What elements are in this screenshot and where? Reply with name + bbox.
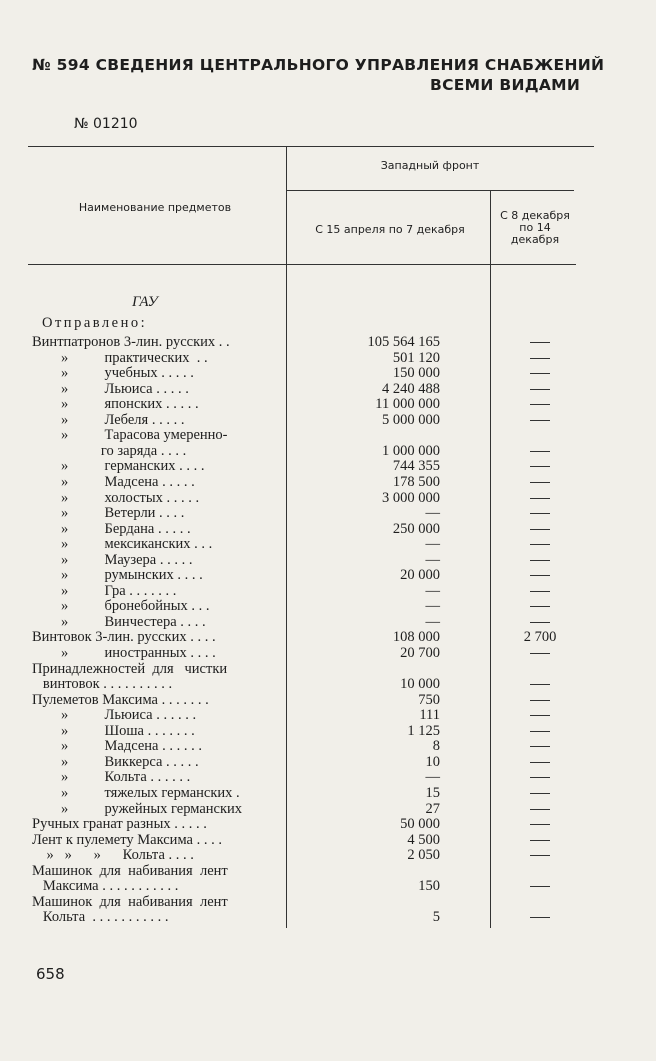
table-row	[32, 427, 592, 443]
period1-value: 501 120	[392, 349, 440, 366]
period1-header: С 15 апреля по 7 декабря	[315, 223, 465, 236]
item-column-header: Наименование предметов	[78, 201, 232, 214]
row-label: Винтпатронов 3-лин. русских . .	[32, 334, 230, 350]
period1-value: —	[425, 551, 440, 568]
row-label: » Шоша . . . . . . .	[32, 722, 195, 739]
table-row	[32, 614, 592, 630]
period2-dash	[530, 420, 550, 421]
period1-value: 3 000 000	[382, 489, 440, 506]
period1-value: —	[425, 582, 440, 599]
period1-value: 108 000	[392, 629, 440, 646]
period2-dash	[530, 591, 550, 592]
table-row	[32, 505, 592, 521]
document-number: № 01210	[74, 116, 138, 132]
table-row	[32, 350, 592, 366]
period2-dash	[530, 373, 550, 374]
table-row	[32, 521, 592, 537]
row-label: » Винчестера . . . .	[32, 613, 206, 630]
row-label: » Виккерса . . . . .	[32, 753, 199, 770]
period2-dash	[530, 715, 550, 716]
table-row	[32, 707, 592, 723]
table-row	[32, 738, 592, 754]
subsection-heading: Отправлено:	[42, 315, 148, 331]
period2-dash	[530, 575, 550, 576]
period2-dash	[530, 840, 550, 841]
period2-dash	[530, 855, 550, 856]
row-label: Лент к пулемету Максима . . . .	[32, 831, 222, 848]
period2-dash	[530, 824, 550, 825]
period2-dash	[530, 358, 550, 359]
period1-value: 744 355	[392, 458, 440, 475]
table-row	[32, 878, 592, 894]
row-label: » Гра . . . . . . .	[32, 582, 177, 599]
row-label: » Тарасова умеренно-	[32, 427, 228, 444]
period2-dash	[530, 606, 550, 607]
table-row	[32, 645, 592, 661]
table-row	[32, 754, 592, 770]
period2-dash	[530, 777, 550, 778]
period1-value: 15	[425, 784, 440, 801]
table-row	[32, 458, 592, 474]
period2-dash	[530, 684, 550, 685]
row-label: Машинок для набивания лент	[32, 893, 228, 910]
row-label: » иностранных . . . .	[32, 645, 216, 661]
period1-value: 4 500	[407, 831, 440, 848]
period2-dash	[530, 793, 550, 794]
page-number: 658	[36, 965, 65, 983]
period1-value: 20 000	[400, 567, 440, 584]
row-label: го заряда . . . .	[32, 442, 187, 459]
period2-dash	[530, 513, 550, 514]
period2-dash	[530, 560, 550, 561]
period1-value: 111	[419, 707, 440, 724]
row-label: » Маузера . . . . .	[32, 551, 193, 568]
period1-value: 11 000 000	[375, 396, 440, 413]
document-title-continued: ВСЕМИ ВИДАМИ	[430, 76, 581, 94]
section-heading: ГАУ	[132, 294, 158, 310]
row-label: » Лебеля . . . . .	[32, 411, 185, 428]
period1-value: 1 125	[407, 722, 440, 739]
table-row	[32, 769, 592, 785]
period1-value: 50 000	[400, 816, 440, 833]
table-row	[32, 334, 592, 350]
row-label: винтовок . . . . . . . . . .	[32, 676, 173, 693]
period1-value: —	[425, 536, 440, 553]
period1-value: —	[425, 505, 440, 522]
period1-value: 5 000 000	[382, 411, 440, 428]
row-label: » Мадсена . . . . . .	[32, 738, 202, 755]
period2-dash	[530, 700, 550, 701]
period1-value: —	[425, 613, 440, 630]
table-row	[32, 863, 592, 879]
row-label: Винтовок 3-лин. русских . . . .	[32, 629, 216, 646]
row-label: » японских . . . . .	[32, 396, 199, 413]
table-row	[32, 552, 592, 568]
row-label: » Бердана . . . . .	[32, 520, 191, 537]
period2-dash	[530, 404, 550, 405]
table-row	[32, 598, 592, 614]
table-row	[32, 583, 592, 599]
period2-dash	[530, 746, 550, 747]
period2-dash	[530, 529, 550, 530]
table-row	[32, 474, 592, 490]
table-row	[32, 847, 592, 863]
table-row	[32, 816, 592, 832]
period2-header: С 8 декабря по 14 декабря	[500, 209, 570, 246]
period1-value: 10 000	[400, 676, 440, 693]
period1-value: —	[425, 769, 440, 786]
period1-value: —	[425, 598, 440, 615]
period2-dash	[530, 653, 550, 654]
row-label: » Льюиса . . . . .	[32, 380, 189, 397]
table-row	[32, 676, 592, 692]
header-group-rule	[286, 190, 574, 191]
period1-value: 4 240 488	[382, 380, 440, 397]
table-top-rule	[28, 146, 594, 147]
row-label: Машинок для набивания лент	[32, 862, 228, 879]
table-row	[32, 723, 592, 739]
table-row	[32, 365, 592, 381]
period1-value: 8	[432, 738, 440, 755]
table-row	[32, 396, 592, 412]
period2-dash	[530, 809, 550, 810]
period2-value: 2 700	[523, 629, 557, 646]
row-label: » » » Кольта . . . .	[32, 847, 194, 864]
table-row	[32, 894, 592, 910]
period2-dash	[530, 762, 550, 763]
period2-dash	[530, 731, 550, 732]
row-label: » Мадсена . . . . .	[32, 473, 195, 490]
period1-value: 2 050	[407, 847, 440, 864]
row-label: » Льюиса . . . . . .	[32, 707, 197, 724]
row-label: » румынских . . . .	[32, 567, 203, 584]
row-label: » учебных . . . . .	[32, 365, 194, 382]
period2-dash	[530, 389, 550, 390]
row-label: » Кольта . . . . . .	[32, 769, 191, 786]
period1-value: 20 700	[400, 645, 440, 661]
period1-value: 178 500	[392, 473, 440, 490]
row-label: Принадлежностей для чистки	[32, 660, 228, 677]
period1-value: 150	[418, 878, 440, 895]
period1-value: 5	[432, 909, 440, 926]
table-row	[32, 801, 592, 817]
period2-dash	[530, 544, 550, 545]
table-row	[32, 567, 592, 583]
table-row	[32, 909, 592, 925]
row-label: Кольта . . . . . . . . . . .	[32, 909, 169, 926]
table-row	[32, 661, 592, 677]
table-row	[32, 443, 592, 459]
row-label: » практических . .	[32, 349, 208, 366]
row-label: » тяжелых германских .	[32, 784, 240, 801]
row-label: » Ветерли . . . .	[32, 505, 185, 522]
period2-dash	[530, 917, 550, 918]
row-label: » бронебойных . . .	[32, 598, 210, 615]
row-label: » холостых . . . . .	[32, 489, 200, 506]
table-row	[32, 490, 592, 506]
period1-value: 250 000	[392, 520, 440, 537]
period2-dash	[530, 482, 550, 483]
period2-dash	[530, 451, 550, 452]
table-row	[32, 692, 592, 708]
table-row	[32, 629, 592, 645]
period1-value: 10	[425, 753, 440, 770]
row-label: » германских . . . .	[32, 458, 205, 475]
period2-dash	[530, 498, 550, 499]
period1-value: 1 000 000	[382, 442, 440, 459]
document-title: № 594 СВЕДЕНИЯ ЦЕНТРАЛЬНОГО УПРАВЛЕНИЯ СНАБЖЕНИЙ	[32, 56, 605, 74]
table-row	[32, 412, 592, 428]
table-row	[32, 785, 592, 801]
table-row	[32, 536, 592, 552]
front-column-header: Западный фронт	[380, 159, 480, 172]
period1-value: 105 564 165	[367, 334, 440, 350]
row-label: » мексиканских . . .	[32, 536, 213, 553]
period1-value: 150 000	[392, 365, 440, 382]
period1-value: 750	[418, 691, 440, 708]
period2-dash	[530, 622, 550, 623]
row-label: Максима . . . . . . . . . . .	[32, 878, 179, 895]
period2-dash	[530, 886, 550, 887]
row-label: » ружейных германских	[32, 800, 243, 817]
row-label: Ручных гранат разных . . . . .	[32, 816, 207, 833]
period2-dash	[530, 342, 550, 343]
row-label: Пулеметов Максима . . . . . . .	[32, 691, 209, 708]
table-row	[32, 832, 592, 848]
header-bottom-rule	[28, 264, 576, 265]
period2-dash	[530, 466, 550, 467]
table-row	[32, 381, 592, 397]
period1-value: 27	[425, 800, 440, 817]
